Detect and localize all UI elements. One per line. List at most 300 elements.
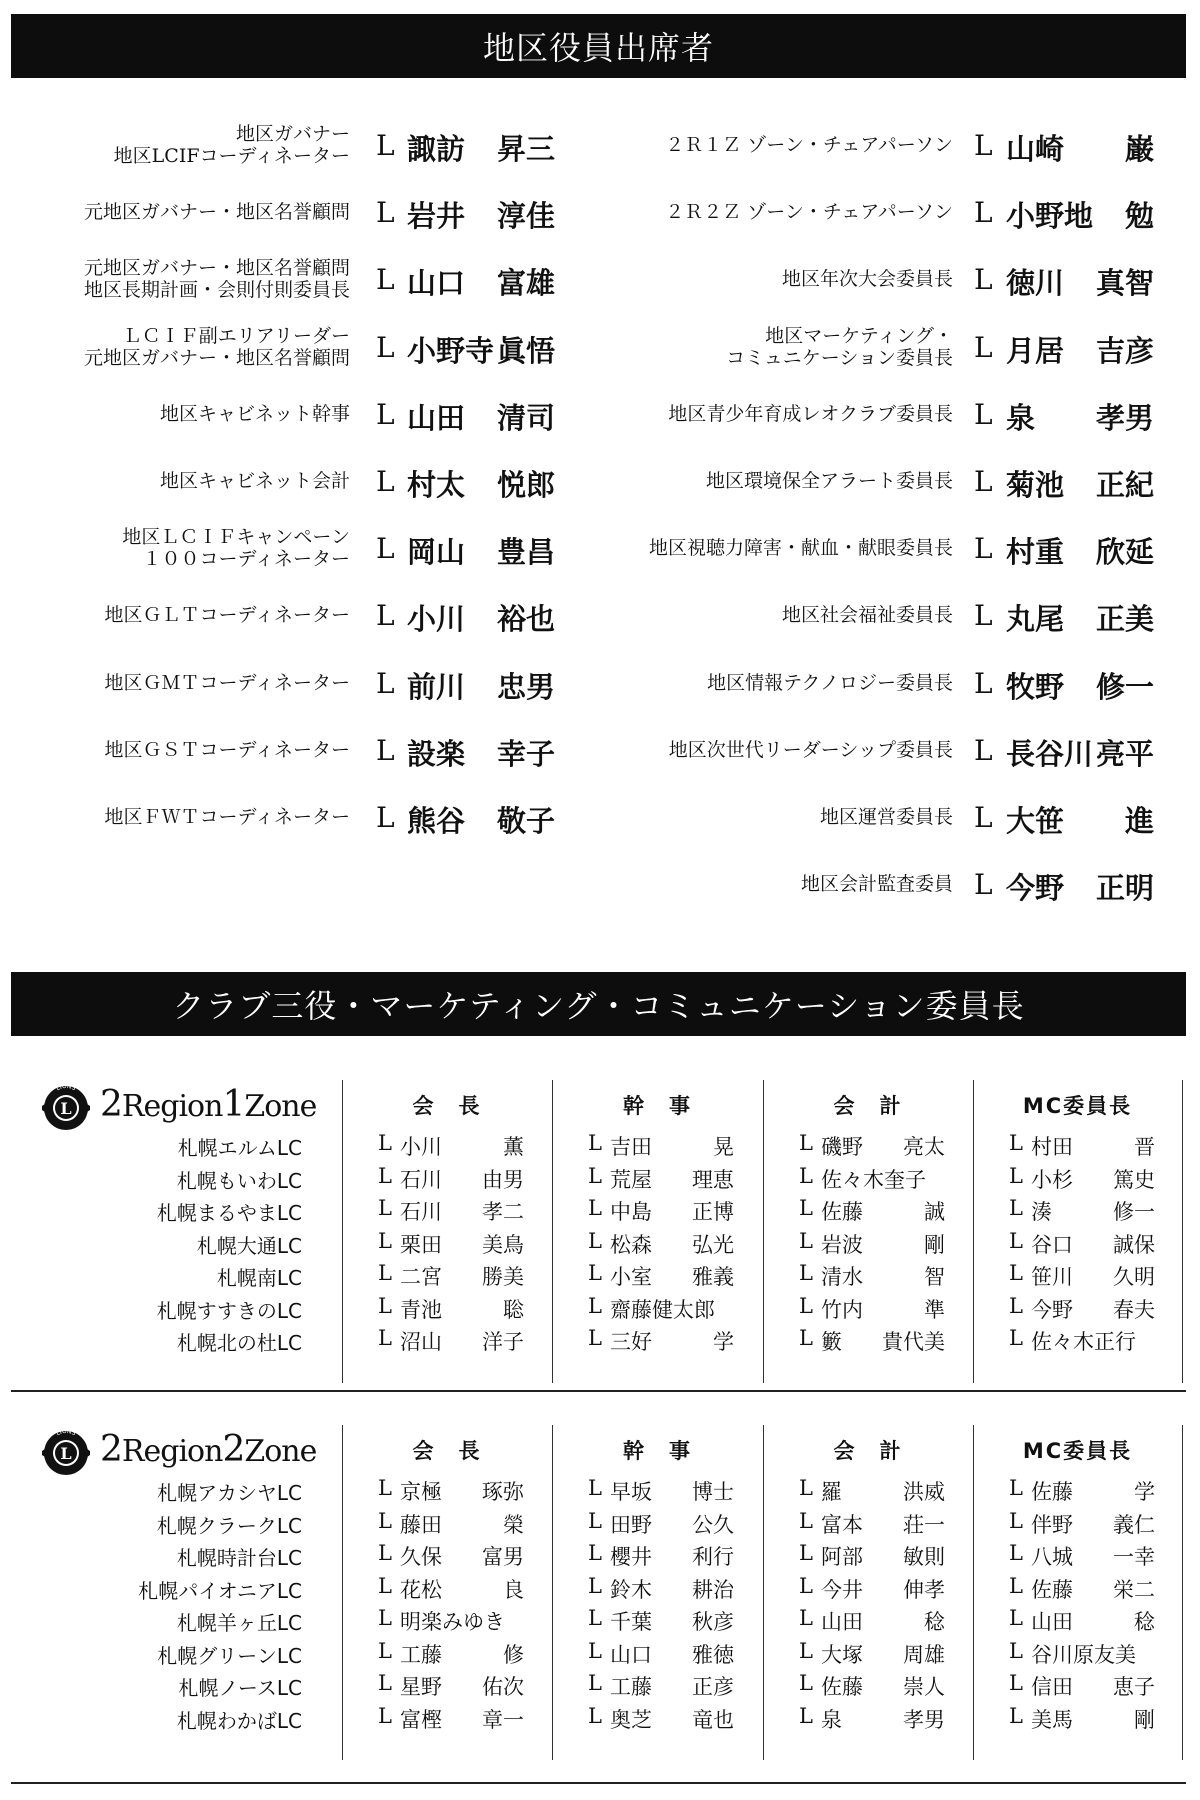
officer-name bbox=[1006, 396, 1154, 437]
surname: 佐々木奎子 bbox=[821, 1167, 926, 1192]
surname: 奥芝 bbox=[610, 1707, 652, 1732]
given-name: 利行 bbox=[692, 1545, 734, 1569]
officer-cell bbox=[1009, 1164, 1155, 1194]
officer-row bbox=[0, 720, 1200, 780]
column-header: MC委員長 bbox=[1022, 1439, 1133, 1463]
given-name: 剛 bbox=[1134, 1707, 1155, 1732]
given-name: 眞悟 bbox=[496, 333, 555, 368]
officer-cell bbox=[588, 1131, 734, 1161]
given-name: 富雄 bbox=[496, 266, 555, 301]
officer-cell bbox=[1009, 1326, 1155, 1356]
officer-name bbox=[610, 1294, 734, 1324]
officer-title-line: 地区長期計画・会則付則委員長 bbox=[83, 279, 350, 302]
given-name: 稔 bbox=[924, 1610, 945, 1634]
section-title: クラブ三役・マーケティング・コミュニケーション委員長 bbox=[172, 987, 1025, 1025]
surname: 小杉 bbox=[1031, 1167, 1073, 1192]
svg-text:LIONS: LIONS bbox=[55, 1427, 77, 1438]
officer-cell bbox=[799, 1196, 945, 1226]
officer-name bbox=[400, 1294, 524, 1324]
officer-name bbox=[610, 1606, 734, 1636]
officer-cell bbox=[799, 1476, 945, 1506]
officer-cell bbox=[1009, 1541, 1155, 1571]
honorific-prefix: L bbox=[376, 465, 395, 498]
surname: 佐藤 bbox=[1031, 1577, 1073, 1602]
surname: 大笹 bbox=[1006, 804, 1065, 838]
officer-title-line: 地区ＬＣＩＦキャンペーン bbox=[122, 526, 350, 549]
honorific-prefix: L bbox=[1009, 1228, 1023, 1253]
surname: 明楽みゆき bbox=[400, 1610, 505, 1634]
given-name: 孝男 bbox=[903, 1707, 945, 1732]
honorific-prefix: L bbox=[378, 1228, 392, 1253]
officer-cell bbox=[1009, 1671, 1155, 1701]
given-name: 進 bbox=[1124, 804, 1154, 838]
given-name: 準 bbox=[924, 1297, 945, 1322]
officer-name bbox=[610, 1196, 734, 1226]
officer-cell bbox=[588, 1196, 734, 1226]
honorific-prefix: L bbox=[376, 733, 395, 767]
honorific-prefix: L bbox=[1009, 1508, 1023, 1533]
column-divider bbox=[973, 1080, 974, 1383]
officer-name bbox=[1031, 1704, 1155, 1734]
surname: 羅 bbox=[821, 1480, 842, 1504]
given-name: 学 bbox=[1134, 1480, 1155, 1504]
officer-name bbox=[821, 1509, 945, 1539]
surname: 村太 bbox=[407, 468, 466, 502]
officer-name bbox=[821, 1326, 945, 1356]
officer-title-line: 地区マーケティング・ bbox=[765, 324, 953, 347]
officer-title-line: 地区キャビネット幹事 bbox=[159, 402, 350, 425]
officer-row bbox=[0, 249, 1200, 309]
officer-cell bbox=[378, 1229, 524, 1259]
surname: 清水 bbox=[821, 1265, 863, 1289]
officer-title-line: 元地区ガバナー・地区名誉顧問 bbox=[83, 201, 350, 224]
given-name: 真智 bbox=[1095, 266, 1154, 301]
zone-title-part: Region bbox=[121, 1434, 223, 1469]
surname: 泉 bbox=[1006, 400, 1036, 435]
officer-name bbox=[1031, 1639, 1155, 1669]
honorific-prefix: L bbox=[378, 1326, 392, 1350]
section-title: 地区役員出席者 bbox=[482, 29, 714, 67]
surname: 菊池 bbox=[1006, 468, 1065, 502]
honorific-prefix: L bbox=[588, 1476, 602, 1500]
honorific-prefix: L bbox=[376, 666, 395, 700]
honorific-prefix: L bbox=[799, 1228, 813, 1253]
given-name: 富男 bbox=[482, 1545, 524, 1569]
officer-cell bbox=[1009, 1606, 1155, 1636]
given-name: 修一 bbox=[1095, 669, 1154, 704]
officer-name bbox=[400, 1606, 524, 1636]
surname: 美馬 bbox=[1031, 1707, 1073, 1732]
officer-cell bbox=[799, 1606, 945, 1636]
given-name: 周雄 bbox=[903, 1642, 945, 1667]
officer-name bbox=[821, 1541, 945, 1571]
officer-row bbox=[0, 384, 1200, 444]
club-name: 札幌アカシヤLC bbox=[157, 1481, 302, 1505]
given-name: 正紀 bbox=[1095, 468, 1154, 502]
officer-cell bbox=[378, 1509, 524, 1539]
officer-cell bbox=[378, 1294, 524, 1324]
given-name: 由男 bbox=[482, 1167, 524, 1192]
given-name: 智 bbox=[924, 1265, 945, 1289]
surname: 佐藤 bbox=[821, 1200, 863, 1224]
officer-title-line: 地区ＧＬＴコーディネーター bbox=[104, 604, 350, 627]
surname: 山田 bbox=[1031, 1610, 1073, 1634]
officer-row bbox=[0, 317, 1200, 377]
officer-cell bbox=[378, 1541, 524, 1571]
officer-cell bbox=[588, 1541, 734, 1571]
officer-cell bbox=[1009, 1196, 1155, 1226]
given-name: 裕也 bbox=[496, 602, 555, 637]
surname: 今野 bbox=[1006, 871, 1065, 906]
surname: 青池 bbox=[400, 1297, 442, 1322]
honorific-prefix: L bbox=[378, 1261, 392, 1285]
honorific-prefix: L bbox=[378, 1131, 392, 1155]
officer-title-line: コミュニケーション委員長 bbox=[726, 346, 953, 369]
officer-name bbox=[1031, 1164, 1155, 1194]
officer-name bbox=[1031, 1509, 1155, 1539]
bottom-rule bbox=[11, 1782, 1186, 1784]
officer-cell bbox=[378, 1606, 524, 1636]
surname: 阿部 bbox=[821, 1545, 863, 1569]
surname: 藤田 bbox=[400, 1512, 442, 1537]
surname: 三好 bbox=[610, 1330, 652, 1354]
surname: 設楽 bbox=[407, 736, 466, 771]
officer-row bbox=[0, 854, 1200, 914]
zone-title-part: 2 bbox=[100, 1429, 122, 1470]
surname: 岩井 bbox=[407, 199, 466, 234]
surname: 谷口 bbox=[1031, 1232, 1073, 1257]
honorific-prefix: L bbox=[1009, 1476, 1023, 1500]
given-name: 雅徳 bbox=[692, 1642, 734, 1667]
surname: 吉田 bbox=[610, 1135, 652, 1159]
given-name: 誠保 bbox=[1113, 1232, 1155, 1257]
officer-cell bbox=[378, 1196, 524, 1226]
honorific-prefix: L bbox=[799, 1573, 813, 1598]
officer-cell bbox=[588, 1606, 734, 1636]
honorific-prefix: L bbox=[378, 1638, 392, 1663]
surname: 前川 bbox=[407, 669, 466, 704]
given-name: 篤史 bbox=[1113, 1167, 1155, 1192]
officer-cell bbox=[799, 1704, 945, 1734]
honorific-prefix: L bbox=[799, 1508, 813, 1533]
surname: 今野 bbox=[1031, 1297, 1073, 1322]
given-name: 博士 bbox=[692, 1480, 734, 1504]
honorific-prefix: L bbox=[1009, 1326, 1023, 1350]
officer-name bbox=[821, 1294, 945, 1324]
officer-name bbox=[1006, 463, 1154, 504]
surname: 小野寺 bbox=[407, 333, 495, 368]
officer-name bbox=[1006, 127, 1154, 168]
officer-cell bbox=[799, 1326, 945, 1356]
column-header: 会 長 bbox=[412, 1094, 482, 1118]
officer-name bbox=[610, 1131, 734, 1161]
zone-title-part: 2 bbox=[100, 1084, 122, 1125]
honorific-prefix: L bbox=[376, 397, 395, 431]
given-name: 栄二 bbox=[1113, 1577, 1155, 1602]
column-header: 会 計 bbox=[833, 1439, 903, 1463]
officer-cell bbox=[1009, 1704, 1155, 1734]
honorific-prefix: L bbox=[376, 263, 395, 297]
officer-name bbox=[610, 1476, 734, 1506]
officer-title-line: 地区ＧＳＴコーディネーター bbox=[104, 738, 350, 761]
surname: 村重 bbox=[1006, 535, 1065, 570]
officer-cell bbox=[588, 1164, 734, 1194]
officer-cell bbox=[378, 1326, 524, 1356]
officer-cell bbox=[1009, 1639, 1155, 1669]
officer-row bbox=[0, 787, 1200, 847]
officer-cell bbox=[378, 1476, 524, 1506]
officer-name bbox=[821, 1196, 945, 1226]
officer-title bbox=[782, 249, 953, 309]
surname: 千葉 bbox=[610, 1610, 652, 1634]
given-name: 理恵 bbox=[692, 1167, 734, 1192]
honorific-prefix: L bbox=[799, 1541, 813, 1565]
given-name: 正博 bbox=[692, 1200, 734, 1224]
honorific-prefix: L bbox=[588, 1671, 602, 1695]
honorific-prefix: L bbox=[588, 1606, 602, 1630]
officer-cell bbox=[799, 1509, 945, 1539]
surname: 泉 bbox=[821, 1707, 842, 1732]
officer-cell bbox=[799, 1541, 945, 1571]
surname: 田野 bbox=[610, 1512, 652, 1537]
given-name: 晃 bbox=[713, 1135, 734, 1159]
honorific-prefix: L bbox=[799, 1261, 813, 1285]
honorific-prefix: L bbox=[588, 1293, 602, 1318]
given-name: 佑次 bbox=[482, 1675, 524, 1699]
surname: 花松 bbox=[400, 1577, 442, 1602]
club-name: 札幌わかばLC bbox=[176, 1708, 302, 1733]
officer-name bbox=[1031, 1326, 1155, 1356]
surname: 岩波 bbox=[821, 1232, 863, 1257]
column-divider bbox=[342, 1080, 343, 1383]
officer-name bbox=[1006, 194, 1154, 235]
officer-name bbox=[1031, 1229, 1155, 1259]
officer-row bbox=[0, 518, 1200, 578]
officer-cell bbox=[588, 1509, 734, 1539]
given-name: 薫 bbox=[503, 1135, 524, 1159]
given-name: 琢弥 bbox=[482, 1480, 524, 1504]
officer-cell bbox=[799, 1671, 945, 1701]
honorific-prefix: L bbox=[376, 599, 395, 633]
surname: 山田 bbox=[407, 400, 466, 435]
given-name: 修一 bbox=[1113, 1200, 1155, 1224]
honorific-prefix: L bbox=[378, 1476, 392, 1500]
honorific-prefix: L bbox=[974, 733, 993, 767]
honorific-prefix: L bbox=[588, 1638, 602, 1663]
honorific-prefix: L bbox=[378, 1508, 392, 1533]
officer-cell bbox=[1009, 1509, 1155, 1539]
officer-name bbox=[821, 1606, 945, 1636]
surname: 鈴木 bbox=[610, 1577, 652, 1602]
given-name: 竜也 bbox=[692, 1707, 734, 1732]
given-name: 榮 bbox=[503, 1512, 524, 1537]
officer-name bbox=[1006, 799, 1154, 840]
surname: 竹内 bbox=[821, 1297, 863, 1322]
given-name: 公久 bbox=[692, 1512, 734, 1537]
lions-emblem-icon bbox=[40, 1427, 92, 1479]
honorific-prefix: L bbox=[974, 801, 993, 834]
officer-name bbox=[1031, 1196, 1155, 1226]
given-name: 昇三 bbox=[496, 132, 555, 166]
officer-title bbox=[726, 317, 953, 377]
officer-name bbox=[821, 1164, 945, 1194]
officer-cell bbox=[799, 1131, 945, 1161]
surname: 熊谷 bbox=[407, 804, 466, 838]
surname: 工藤 bbox=[400, 1642, 442, 1667]
officer-cell bbox=[378, 1704, 524, 1734]
given-name: 秋彦 bbox=[692, 1610, 734, 1634]
officer-name bbox=[400, 1196, 524, 1226]
officer-name bbox=[400, 1476, 524, 1506]
given-name: 雅義 bbox=[692, 1265, 734, 1289]
honorific-prefix: L bbox=[588, 1261, 602, 1285]
officer-title-line: 地区環境保全アラート委員長 bbox=[705, 470, 953, 492]
officer-name bbox=[400, 1704, 524, 1734]
honorific-prefix: L bbox=[1009, 1703, 1023, 1728]
honorific-prefix: L bbox=[588, 1228, 602, 1253]
officer-cell bbox=[799, 1574, 945, 1604]
given-name: 欣延 bbox=[1095, 535, 1154, 570]
officer-name bbox=[821, 1476, 945, 1506]
surname: 牧野 bbox=[1006, 669, 1065, 704]
surname: 八城 bbox=[1031, 1545, 1073, 1569]
zone-title-part: Zone bbox=[244, 1434, 317, 1469]
officer-cell bbox=[588, 1704, 734, 1734]
officer-title bbox=[669, 720, 953, 780]
given-name: 正美 bbox=[1095, 602, 1154, 637]
given-name: 貴代美 bbox=[882, 1330, 945, 1354]
surname: 星野 bbox=[400, 1675, 442, 1699]
given-name: 弘光 bbox=[692, 1232, 734, 1257]
officer-title bbox=[707, 653, 953, 713]
honorific-prefix: L bbox=[376, 532, 395, 566]
lions-emblem-icon bbox=[40, 1082, 92, 1134]
honorific-prefix: L bbox=[378, 1703, 392, 1728]
column-divider bbox=[552, 1425, 553, 1760]
given-name: 敏則 bbox=[903, 1545, 945, 1569]
surname: 富樫 bbox=[400, 1707, 442, 1732]
given-name: 美鳥 bbox=[482, 1232, 524, 1257]
officer-title-line: 地区次世代リーダーシップ委員長 bbox=[668, 738, 953, 761]
given-name: 義仁 bbox=[1113, 1512, 1155, 1537]
officer-title-line: 地区運営委員長 bbox=[819, 806, 953, 828]
given-name: 正明 bbox=[1095, 871, 1154, 906]
officer-name bbox=[1031, 1131, 1155, 1161]
honorific-prefix: L bbox=[1009, 1163, 1023, 1188]
honorific-prefix: L bbox=[378, 1541, 392, 1565]
officer-cell bbox=[799, 1639, 945, 1669]
honorific-prefix: L bbox=[799, 1326, 813, 1350]
given-name: 修 bbox=[503, 1642, 524, 1667]
honorific-prefix: L bbox=[799, 1293, 813, 1318]
given-name: 久明 bbox=[1113, 1265, 1155, 1289]
club-name: 札幌南LC bbox=[216, 1266, 302, 1290]
club-name: 札幌クラークLC bbox=[156, 1513, 302, 1538]
column-header: 幹 事 bbox=[623, 1094, 692, 1118]
given-name: 正彦 bbox=[692, 1675, 734, 1699]
zone-title-part: 1 bbox=[222, 1084, 245, 1125]
column-header: 幹 事 bbox=[623, 1439, 692, 1463]
officer-cell bbox=[378, 1131, 524, 1161]
honorific-prefix: L bbox=[974, 599, 993, 633]
surname: 櫻井 bbox=[610, 1545, 652, 1569]
zone-title-part: Region bbox=[121, 1089, 223, 1124]
club-name: 札幌ノースLC bbox=[178, 1676, 302, 1700]
honorific-prefix: L bbox=[588, 1196, 602, 1220]
officer-name bbox=[400, 1131, 524, 1161]
officer-name bbox=[610, 1639, 734, 1669]
given-name: 忠男 bbox=[496, 669, 555, 704]
honorific-prefix: L bbox=[1009, 1131, 1023, 1155]
given-name: 誠 bbox=[924, 1200, 945, 1224]
zone-title-part: 2 bbox=[222, 1429, 245, 1470]
given-name: 吉彦 bbox=[1095, 333, 1154, 368]
zone-title bbox=[100, 1084, 316, 1125]
surname: 京極 bbox=[400, 1480, 442, 1504]
officer-name bbox=[821, 1574, 945, 1604]
honorific-prefix: L bbox=[974, 868, 993, 902]
given-name: 幸子 bbox=[496, 736, 555, 771]
surname: 谷川原友美 bbox=[1031, 1642, 1136, 1667]
honorific-prefix: L bbox=[378, 1606, 392, 1630]
honorific-prefix: L bbox=[1009, 1261, 1023, 1285]
honorific-prefix: L bbox=[1009, 1293, 1023, 1318]
surname: 村田 bbox=[1031, 1135, 1073, 1159]
given-name: 章一 bbox=[482, 1707, 524, 1732]
officer-name bbox=[610, 1164, 734, 1194]
given-name: 良 bbox=[503, 1577, 524, 1602]
officer-title-line: 地区青少年育成レオクラブ委員長 bbox=[668, 402, 953, 425]
surname: 山口 bbox=[610, 1642, 652, 1667]
surname: 松森 bbox=[610, 1232, 652, 1257]
given-name: 稔 bbox=[1134, 1610, 1155, 1634]
club-name: 札幌北の杜LC bbox=[176, 1331, 302, 1355]
zone-title-part: Zone bbox=[244, 1089, 317, 1124]
svg-text:L: L bbox=[60, 1444, 72, 1463]
officer-cell bbox=[588, 1326, 734, 1356]
honorific-prefix: L bbox=[799, 1476, 813, 1500]
surname: 月居 bbox=[1006, 333, 1065, 368]
surname: 伴野 bbox=[1031, 1512, 1073, 1537]
honorific-prefix: L bbox=[974, 263, 993, 297]
surname: 岡山 bbox=[407, 535, 466, 570]
honorific-prefix: L bbox=[799, 1638, 813, 1663]
officer-name bbox=[821, 1261, 945, 1291]
officer-cell bbox=[378, 1574, 524, 1604]
honorific-prefix: L bbox=[799, 1703, 813, 1728]
officer-name bbox=[610, 1326, 734, 1356]
given-name: 洋子 bbox=[482, 1330, 524, 1354]
surname: 富本 bbox=[821, 1512, 863, 1537]
club-name: 札幌すすきのLC bbox=[156, 1298, 302, 1323]
honorific-prefix: L bbox=[974, 397, 993, 431]
officer-name bbox=[1006, 261, 1154, 302]
officer-cell bbox=[378, 1261, 524, 1291]
surname: 中島 bbox=[610, 1200, 652, 1224]
honorific-prefix: L bbox=[974, 465, 993, 498]
officer-title-line: １００コーディネーター bbox=[142, 548, 350, 571]
surname: 笹川 bbox=[1031, 1265, 1073, 1289]
surname: 栗田 bbox=[400, 1232, 442, 1257]
surname: 小川 bbox=[407, 602, 466, 637]
officer-cell bbox=[378, 1164, 524, 1194]
surname: 磯野 bbox=[821, 1135, 863, 1159]
given-name: 豊昌 bbox=[496, 535, 555, 570]
column-header: 会 計 bbox=[833, 1094, 903, 1118]
officer-name bbox=[1031, 1541, 1155, 1571]
officer-title bbox=[706, 451, 953, 511]
officer-title bbox=[820, 787, 953, 847]
